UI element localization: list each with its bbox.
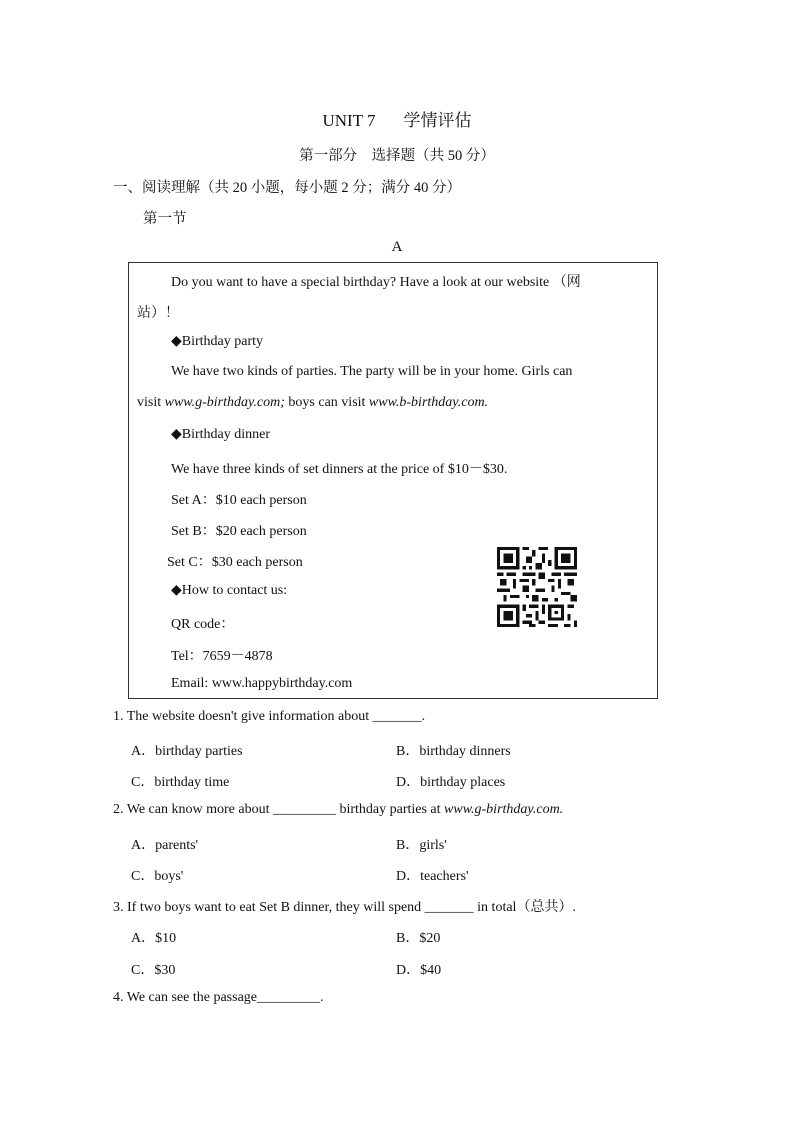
party-websites <box>137 395 488 411</box>
email: Email: www.happybirthday.com <box>171 676 353 691</box>
girls-website: www.g-birthday.com; <box>164 395 285 410</box>
tel: Tel：7659－4878 <box>171 649 273 664</box>
set-c: Set C：$30 each person <box>167 555 303 570</box>
visit-word: visit <box>137 395 162 410</box>
party-text: We have two kinds of parties. The party will be in your home. Girls can <box>171 364 573 379</box>
question-1-option-a: A．birthday parties <box>131 744 243 759</box>
intro-line-2: 站）！ <box>137 306 179 321</box>
subject-label: 学情评估 <box>403 111 472 130</box>
question-4-stem: 4. We can see the passage_________. <box>113 990 324 1005</box>
question-3-stem: 3. If two boys want to eat Set B dinner, they will spend _______ in total（总共）. <box>113 900 576 915</box>
subsection-heading: 第一节 <box>143 211 187 227</box>
dinner-heading: ◆Birthday dinner <box>171 427 271 442</box>
qr-label: QR code： <box>171 617 235 632</box>
question-3-option-c: C．$30 <box>131 963 176 978</box>
boys-visit-text: boys can visit <box>288 395 366 410</box>
contact-heading: ◆How to contact us: <box>171 583 288 598</box>
boys-website: www.b-birthday.com. <box>368 395 489 410</box>
question-1-stem: 1. The website doesn't give information about _______. <box>113 709 426 724</box>
question-2-website: www.g-birthday.com. <box>444 802 564 817</box>
question-3-option-d: D．$40 <box>396 963 442 978</box>
passage-box <box>128 262 658 699</box>
question-2-stem-text: 2. We can know more about _________ birthday parties at <box>113 802 441 817</box>
passage-label: A <box>391 239 403 255</box>
question-2-stem <box>113 802 563 818</box>
question-2-option-b: B．girls' <box>396 838 447 853</box>
question-1-option-b: B．birthday dinners <box>396 744 511 759</box>
question-1-option-c: C．birthday time <box>131 775 230 790</box>
dinner-text: We have three kinds of set dinners at the price of $10－$30. <box>171 462 508 477</box>
question-1-option-d: D．birthday places <box>396 775 506 790</box>
part-heading: 第一部分 选择题（共 50 分） <box>299 148 495 164</box>
unit-label: UNIT 7 <box>322 111 376 130</box>
page-title <box>0 106 794 131</box>
question-2-option-a: A．parents' <box>131 838 199 853</box>
section-heading: 一、阅读理解（共 20 小题，每小题 2 分；满分 40 分） <box>113 180 461 196</box>
question-2-option-c: C．boys' <box>131 869 184 884</box>
set-a: Set A：$10 each person <box>171 493 307 508</box>
party-heading: ◆Birthday party <box>171 334 264 349</box>
intro-line-1: Do you want to have a special birthday? Have a look at our website （网 <box>171 275 581 290</box>
set-b: Set B：$20 each person <box>171 524 307 539</box>
question-3-option-a: A．$10 <box>131 931 177 946</box>
question-2-option-d: D．teachers' <box>396 869 469 884</box>
question-3-option-b: B．$20 <box>396 931 441 946</box>
qr-code-image <box>497 547 577 627</box>
